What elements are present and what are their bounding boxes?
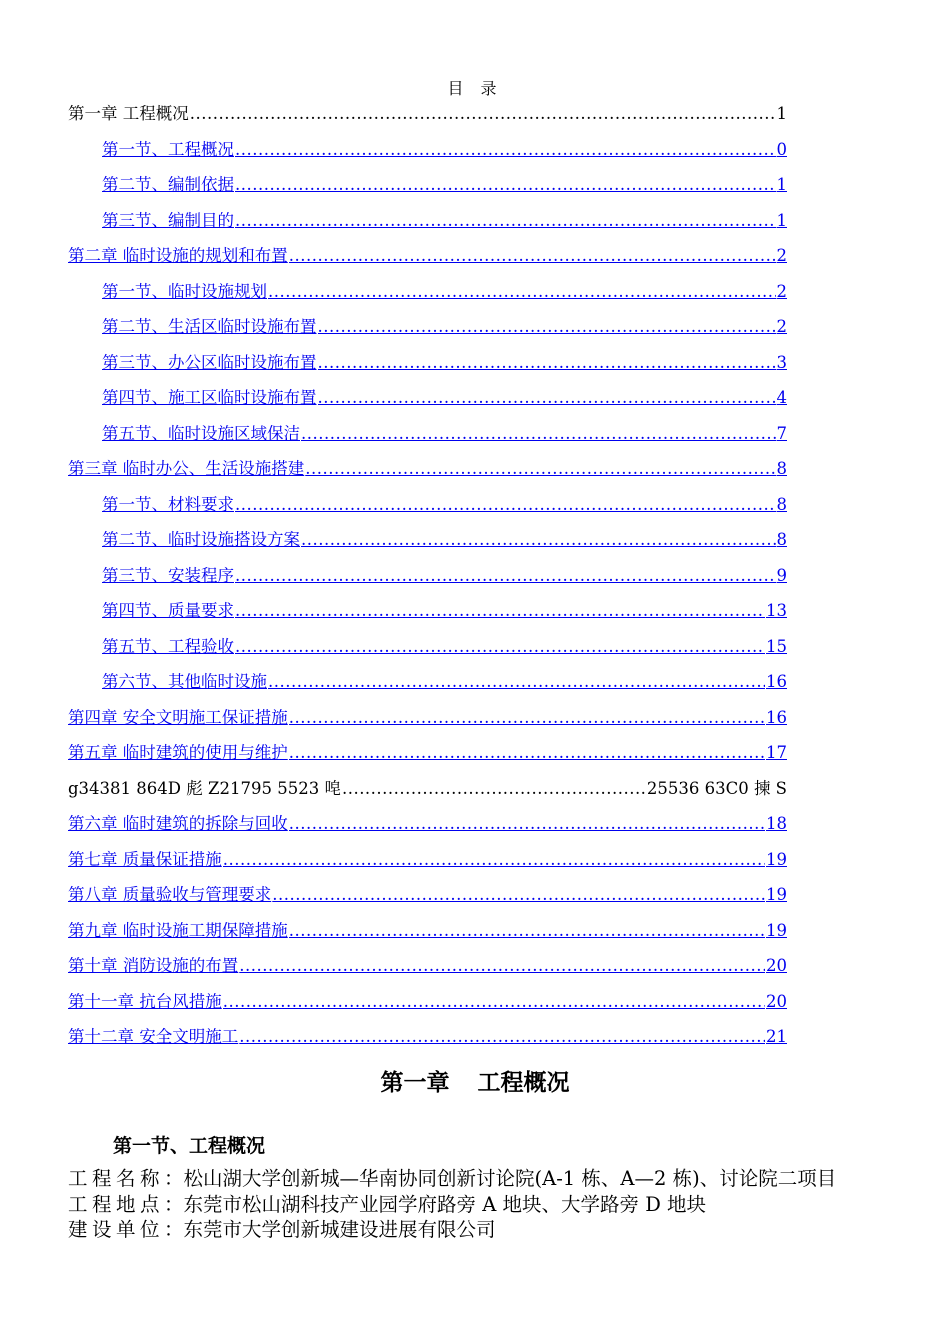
- toc-entry-text: 第一节、材料要求: [102, 494, 234, 514]
- colon: ：: [164, 1218, 184, 1241]
- toc-entry-text: 第八章 质量验收与管理要求: [68, 885, 272, 904]
- toc-leader-dots: [289, 700, 765, 736]
- toc-entry[interactable]: [68, 629, 787, 665]
- toc-entry[interactable]: [68, 593, 787, 629]
- toc-entry-page: 7: [776, 423, 787, 443]
- toc-entry-page: 2: [776, 281, 787, 301]
- toc-entry[interactable]: [68, 806, 787, 842]
- colon: ：: [164, 1192, 184, 1216]
- toc-entry-page: 1: [776, 210, 787, 230]
- toc-entry-page: 20: [766, 956, 787, 975]
- toc-entry-page: 2: [776, 246, 787, 265]
- toc-entry: [68, 96, 787, 132]
- toc-leader-dots: [239, 948, 765, 984]
- toc-entry-page: 21: [766, 1027, 787, 1046]
- location-label: 工程地点: [68, 1192, 165, 1216]
- toc-entry-page: 19: [766, 885, 787, 904]
- toc-entry[interactable]: [68, 345, 787, 381]
- toc-entry-page: 3: [776, 352, 787, 372]
- toc-entry-text: 第三节、安装程序: [102, 565, 234, 585]
- toc-entry-text: 第四节、施工区临时设施布置: [102, 388, 317, 407]
- toc-leader-dots: [342, 771, 646, 807]
- toc-entry-page: 2: [776, 317, 787, 336]
- toc-entry[interactable]: [68, 735, 787, 771]
- toc-entry-page: 20: [766, 991, 787, 1011]
- toc-entry-text: 第三节、办公区临时设施布置: [102, 352, 317, 372]
- toc-leader-dots: [190, 96, 776, 132]
- toc-entry-text: 第一节、工程概况: [102, 139, 234, 159]
- toc-leader-dots: [318, 345, 776, 381]
- toc-leader-dots: [318, 309, 776, 345]
- project-name-line: [68, 1166, 886, 1192]
- toc-leader-dots: [223, 984, 765, 1020]
- toc-entry-text: 第十章 消防设施的布置: [68, 956, 239, 975]
- toc-leader-dots: [301, 416, 776, 452]
- location-value: 东莞市松山湖科技产业园学府路旁 A 地块、大学路旁 D 地块: [183, 1192, 707, 1216]
- project-name-label: 工程名称: [68, 1167, 165, 1190]
- toc-entry-page: 8: [776, 494, 787, 514]
- toc-entry-page: 19: [766, 920, 787, 940]
- toc-entry-text: 第四章 安全文明施工保证措施: [68, 707, 288, 727]
- toc-leader-dots: [235, 593, 765, 629]
- toc-leader-dots: [305, 451, 775, 487]
- toc-entry[interactable]: [68, 451, 787, 487]
- toc-leader-dots: [235, 203, 776, 239]
- chapter-number: 第一章: [380, 1070, 450, 1096]
- toc-entry[interactable]: [68, 274, 787, 310]
- toc-leader-dots: [289, 735, 765, 771]
- location-line: [68, 1192, 886, 1218]
- toc-entry-page: 1: [776, 104, 787, 123]
- toc-entry-page: 8: [776, 459, 787, 478]
- builder-line: [68, 1217, 886, 1243]
- toc-entry[interactable]: [68, 238, 787, 274]
- toc-entry-text: 第一节、临时设施规划: [102, 281, 267, 301]
- toc-leader-dots: [235, 132, 776, 168]
- project-name-value: 松山湖大学创新城—华南协同创新讨论院(A-1 栋、A—2 栋)、讨论院二项目: [183, 1167, 837, 1190]
- toc-entry-page: 25536 63C0 揀 S: [646, 778, 787, 798]
- toc-entry-text: 第九章 临时设施工期保障措施: [68, 920, 288, 940]
- toc-entry[interactable]: [68, 984, 787, 1020]
- toc-entry-text: 第三节、编制目的: [102, 210, 234, 230]
- toc-entry-page: 13: [766, 601, 787, 620]
- toc-entry-page: 8: [776, 530, 787, 549]
- toc-entry-page: 15: [766, 636, 787, 656]
- toc-entry[interactable]: [68, 487, 787, 523]
- toc-entry-text: 第二节、临时设施搭设方案: [102, 530, 300, 549]
- toc-entry-text: g34381 864D 彪 Z21795 5523 唣: [68, 778, 341, 798]
- toc-leader-dots: [223, 842, 765, 878]
- toc-entry-text: 第二节、生活区临时设施布置: [102, 317, 317, 336]
- toc-leader-dots: [301, 522, 776, 558]
- colon: ：: [164, 1167, 184, 1190]
- toc-entry: [68, 771, 787, 807]
- toc-entry-text: 第二节、编制依据: [102, 175, 234, 194]
- toc-entry[interactable]: [68, 167, 787, 203]
- toc-leader-dots: [289, 913, 765, 949]
- builder-label: 建设单位: [68, 1218, 165, 1241]
- section-title: 第一节、工程概况: [113, 1135, 266, 1157]
- toc-entry-text: 第五节、工程验收: [102, 636, 234, 656]
- toc-entry[interactable]: [68, 948, 787, 984]
- toc-leader-dots: [235, 629, 765, 665]
- toc-leader-dots: [289, 238, 776, 274]
- toc-entry[interactable]: [68, 380, 787, 416]
- toc-entry-page: 19: [766, 849, 787, 869]
- project-info: [68, 1166, 886, 1243]
- toc-leader-dots: [268, 664, 765, 700]
- toc-entry[interactable]: [68, 203, 787, 239]
- toc-entry[interactable]: [68, 309, 787, 345]
- toc-leader-dots: [268, 274, 776, 310]
- table-of-contents: [68, 96, 787, 1055]
- toc-leader-dots: [318, 380, 776, 416]
- toc-entry-page: 18: [766, 814, 787, 833]
- toc-entry-page: 4: [776, 388, 787, 407]
- toc-leader-dots: [272, 877, 765, 913]
- toc-entry-page: 1: [776, 175, 787, 194]
- toc-leader-dots: [239, 1019, 765, 1055]
- toc-entry-text: 第五章 临时建筑的使用与维护: [68, 743, 288, 762]
- builder-value: 东莞市大学创新城建设进展有限公司: [183, 1218, 496, 1241]
- toc-entry-text: 第七章 质量保证措施: [68, 849, 222, 869]
- toc-entry-text: 第十一章 抗台风措施: [68, 991, 222, 1011]
- toc-entry[interactable]: [68, 664, 787, 700]
- toc-entry-text: 第四节、质量要求: [102, 601, 234, 620]
- chapter-name: 工程概况: [477, 1070, 570, 1096]
- toc-entry[interactable]: [68, 132, 787, 168]
- toc-entry-page: 16: [766, 672, 787, 691]
- toc-entry[interactable]: [68, 1019, 787, 1055]
- toc-entry-text: 第十二章 安全文明施工: [68, 1027, 239, 1046]
- toc-leader-dots: [235, 558, 776, 594]
- toc-entry[interactable]: [68, 558, 787, 594]
- toc-entry[interactable]: [68, 913, 787, 949]
- toc-entry-text: 第六章 临时建筑的拆除与回收: [68, 814, 288, 833]
- toc-leader-dots: [289, 806, 765, 842]
- toc-entry-text: 第六节、其他临时设施: [102, 672, 267, 691]
- toc-entry[interactable]: [68, 877, 787, 913]
- toc-entry[interactable]: [68, 416, 787, 452]
- toc-entry-page: 0: [776, 139, 787, 159]
- toc-leader-dots: [235, 487, 776, 523]
- toc-entry-text: 第一章 工程概况: [68, 104, 189, 123]
- toc-entry-page: 17: [766, 743, 787, 762]
- toc-entry[interactable]: [68, 842, 787, 878]
- toc-entry[interactable]: [68, 700, 787, 736]
- toc-entry-text: 第二章 临时设施的规划和布置: [68, 246, 288, 265]
- toc-entry-page: 16: [766, 707, 787, 727]
- toc-leader-dots: [235, 167, 776, 203]
- chapter-title: [0, 1064, 950, 1097]
- toc-entry-text: 第五节、临时设施区域保洁: [102, 423, 300, 443]
- toc-entry-page: 9: [776, 565, 787, 585]
- toc-title: 目 录: [447, 79, 503, 98]
- toc-entry-text: 第三章 临时办公、生活设施搭建: [68, 459, 305, 478]
- toc-entry[interactable]: [68, 522, 787, 558]
